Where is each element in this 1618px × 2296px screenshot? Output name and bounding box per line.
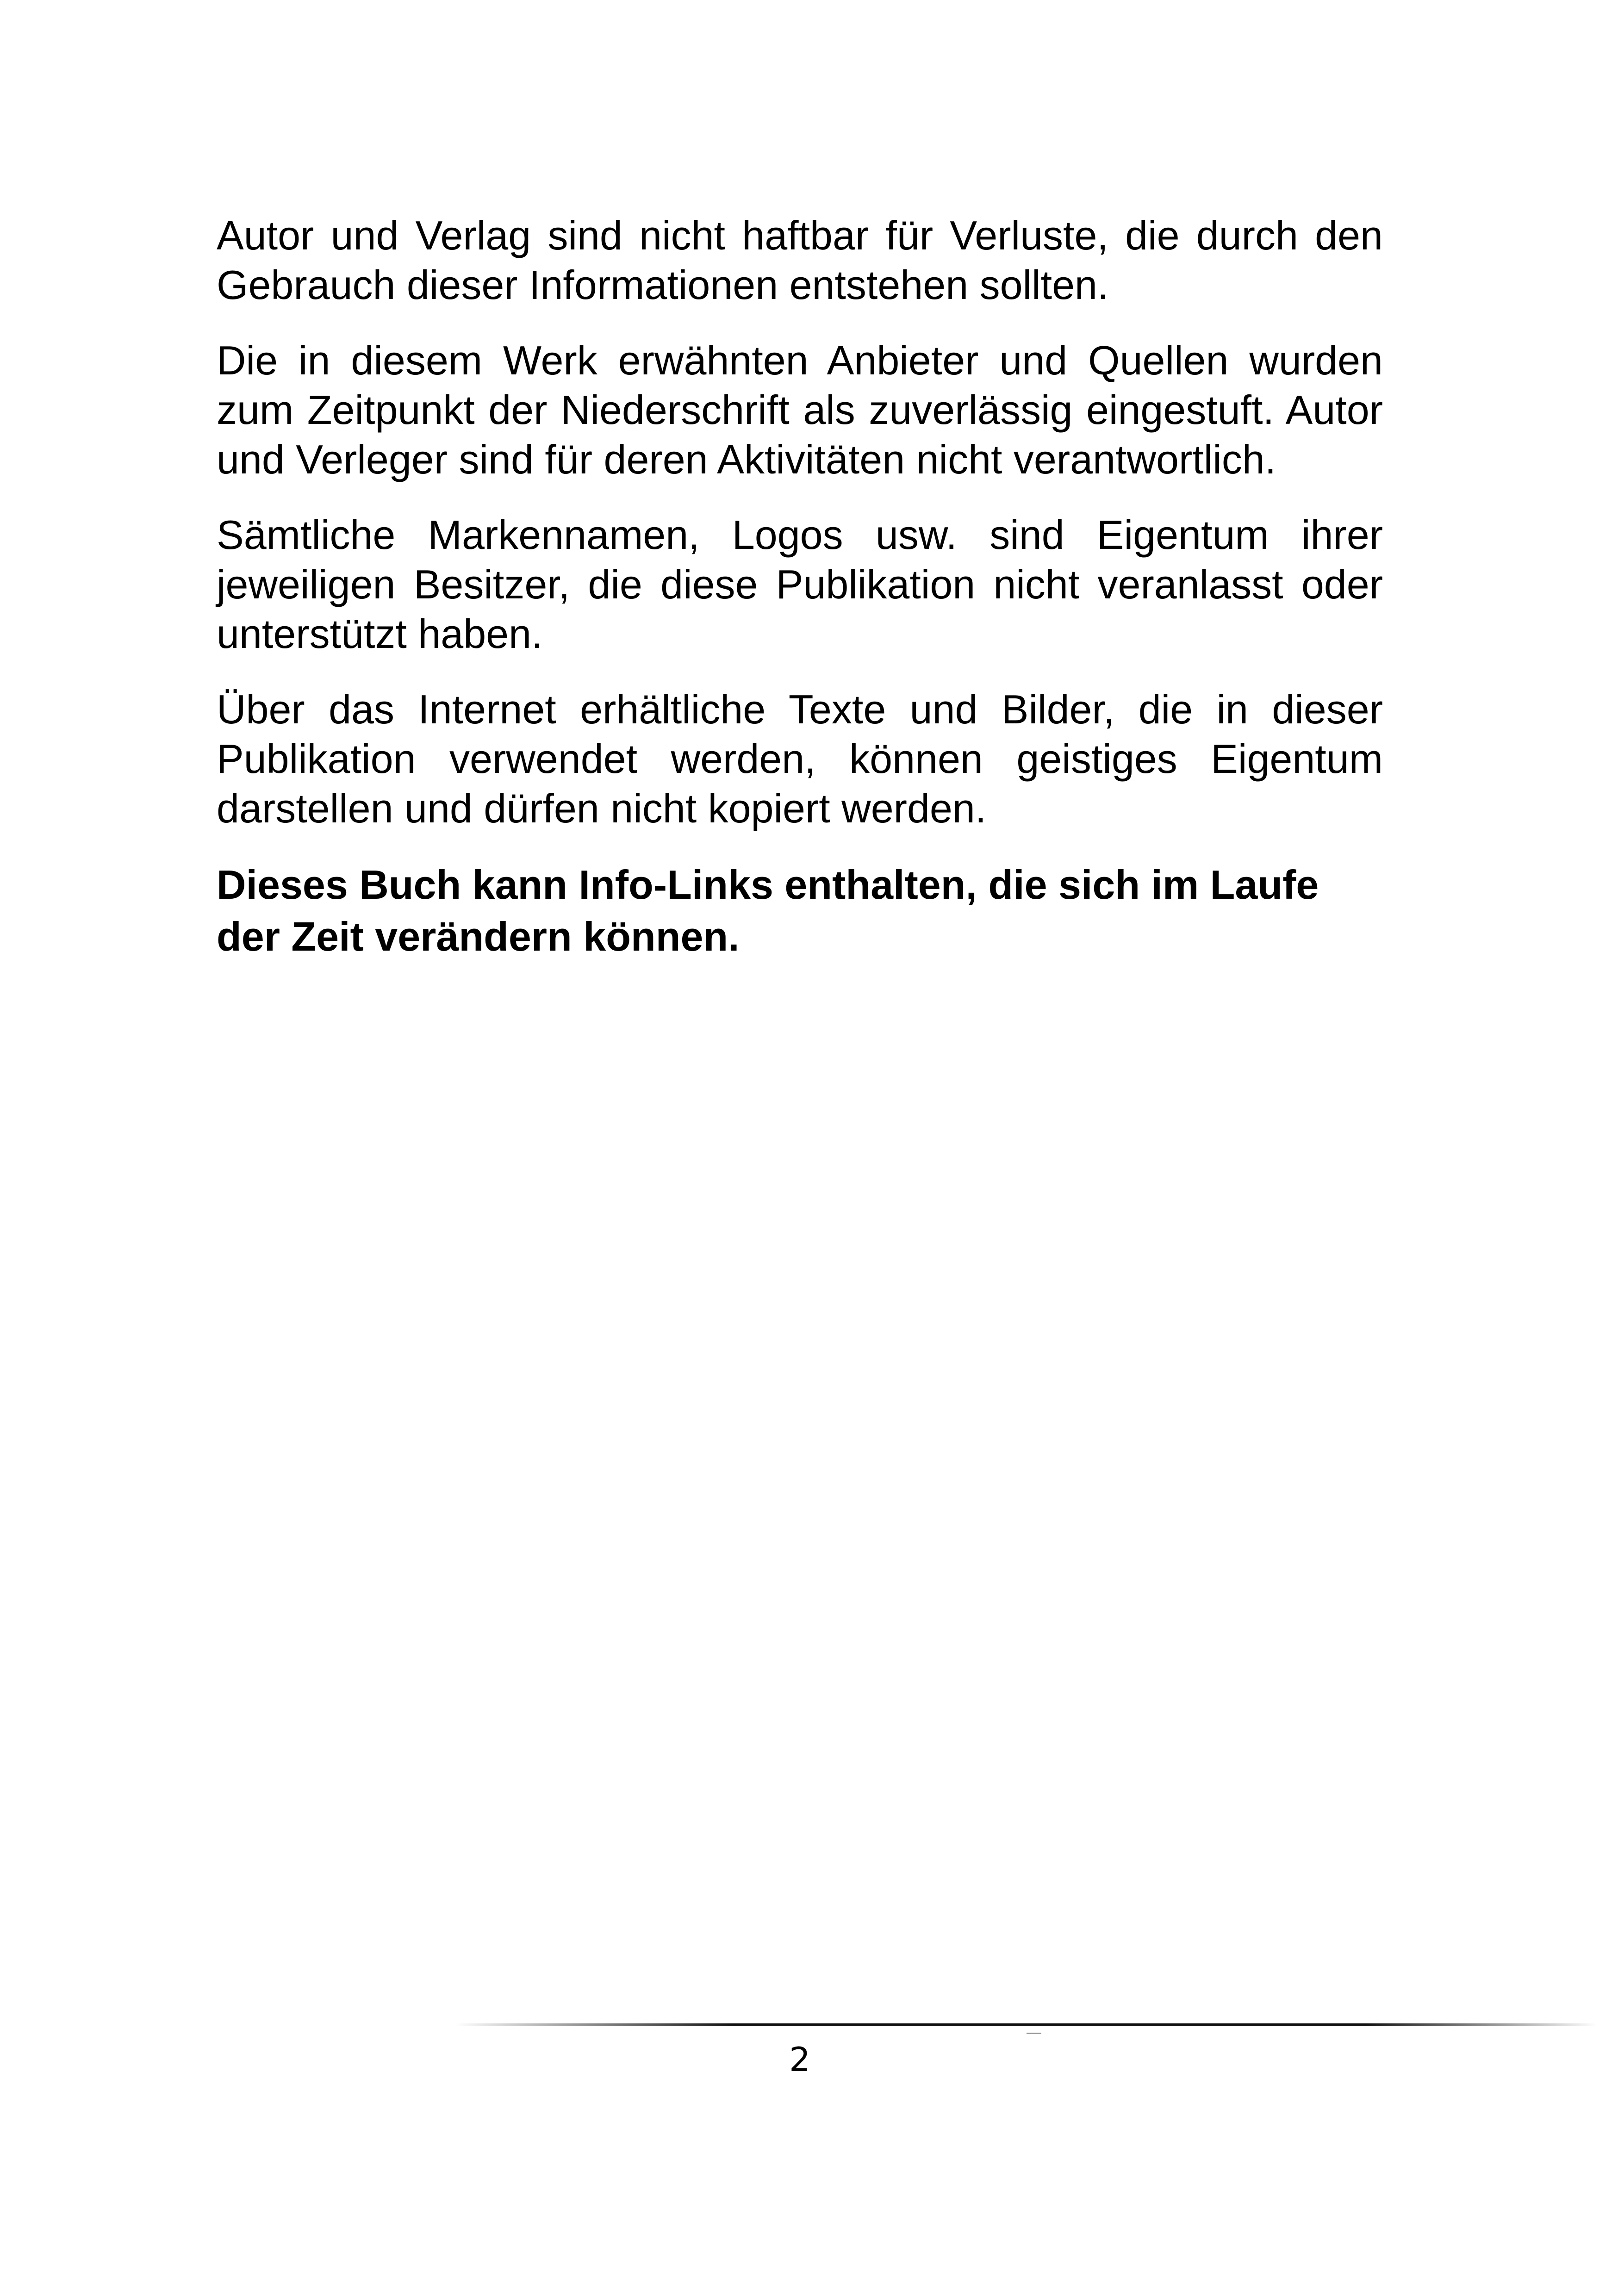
footer-divider-fade-right (1365, 2023, 1597, 2026)
footer-divider-fade-left (456, 2023, 734, 2026)
disclaimer-trademarks-paragraph: Sämtliche Markennamen, Logos usw. sind Eigentum ihrer jeweiligen Besitzer, die diese Publikation nicht veranlasst oder unterstützt haben. (217, 512, 1383, 657)
info-links-notice: Dieses Buch kann Info-Links enthalten, die sich im Laufe der Zeit verändern können. (217, 862, 1319, 959)
footer-tick-mark (1027, 2033, 1041, 2034)
page-body (217, 211, 1383, 989)
disclaimer-liability-paragraph: Autor und Verlag sind nicht haftbar für Verluste, die durch den Gebrauch dieser Informationen entstehen sollten. (217, 212, 1383, 308)
page-number: 2 (789, 2040, 810, 2079)
disclaimer-sources-paragraph: Die in diesem Werk erwähnten Anbieter und Quellen wurden zum Zeitpunkt der Niederschrift als zuverlässig eingestuft. Autor und Verleger sind für deren Aktivitäten nicht verantwortlich. (217, 337, 1383, 482)
disclaimer-copyright-paragraph: Über das Internet erhältliche Texte und Bilder, die in dieser Publikation verwendet werden, können geistiges Eigentum darstellen und dürfen nicht kopiert werden. (217, 686, 1383, 831)
